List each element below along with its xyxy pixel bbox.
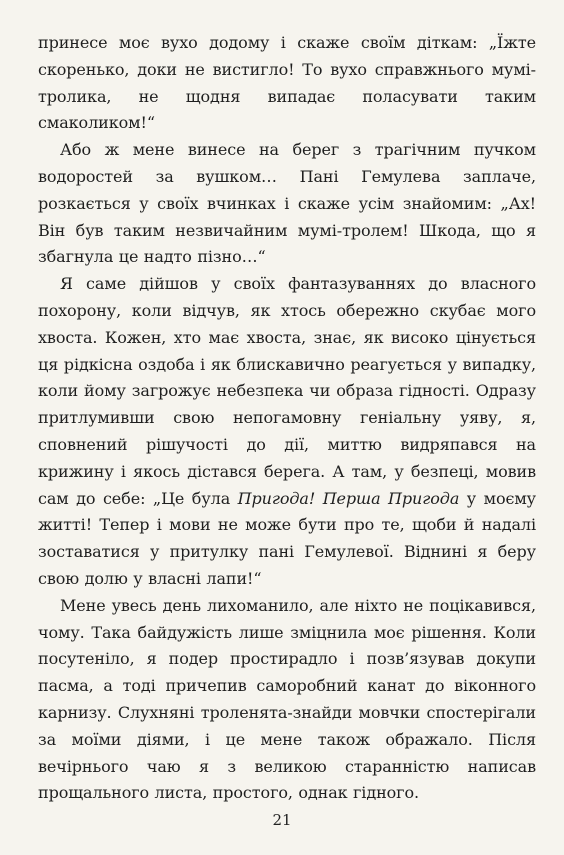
paragraph-4 [38, 593, 536, 807]
paragraph-4-text: Мене увесь день лихоманило, але ніхто не поцікавився, чому. Така байдужість лише зміцнила моє рішення. Коли посутеніло, я подер простирадло і позв’язував докупи пасма, а тоді причепив саморобний канат до віконного карнизу. Слухняні троленята-знайди мовчки спостерігали за моїми діями, і це мене також ображало. Після вечірнього чаю я з великою старанністю написав прощального листа, простого, однак гідного. [38, 595, 536, 803]
paragraph-3-text-end: у моєму житті! Тепер і мови не може бути про те, щоби й надалі зоставатися у притулку пані Гемулевої. Віднині я беру свою долю у власні лапи!“ [38, 488, 536, 588]
body-text [38, 30, 536, 807]
paragraph-3-italic-phrase: Пригода! Перша Пригода [237, 488, 460, 508]
paragraph-2 [38, 137, 536, 271]
paragraph-2-text: Або ж мене винесе на берег з трагічним пучком водоростей за вушком… Пані Гемулева заплаче, розкається у своїх вчинках і скаже усім знайомим: „Ах! Він був таким незвичайним мумі-тролем! Шкода, що я збагнула це надто пізно…“ [38, 140, 536, 267]
page-number: 21 [272, 811, 292, 829]
paragraph-3 [38, 271, 536, 593]
paragraph-1-text: принесе моє вухо додому і скаже своїм діткам: „Їжте скоренько, доки не вистигло! То вухо справжнього мумі-тролика, не щодня випадає поласувати таким смаколиком!“ [38, 33, 536, 133]
paragraph-3-text-start: Я саме дійшов у своїх фантазуваннях до власного похорону, коли відчув, як хтось обережно скубає мого хвоста. Кожен, хто має хвоста, знає, як високо цінується ця рідкісна оздоба і як блискавично реагується у випадку, коли йому загрожує небезпека чи образа гідності. Одразу притлумивши свою непогамовну геніальну уяву, я, сповнений рішучості до дії, миттю видряпався на крижину і якось дістався берега. А там, у безпеці, мовив сам до себе: „Це була [38, 274, 536, 508]
paragraph-1 [38, 30, 536, 137]
